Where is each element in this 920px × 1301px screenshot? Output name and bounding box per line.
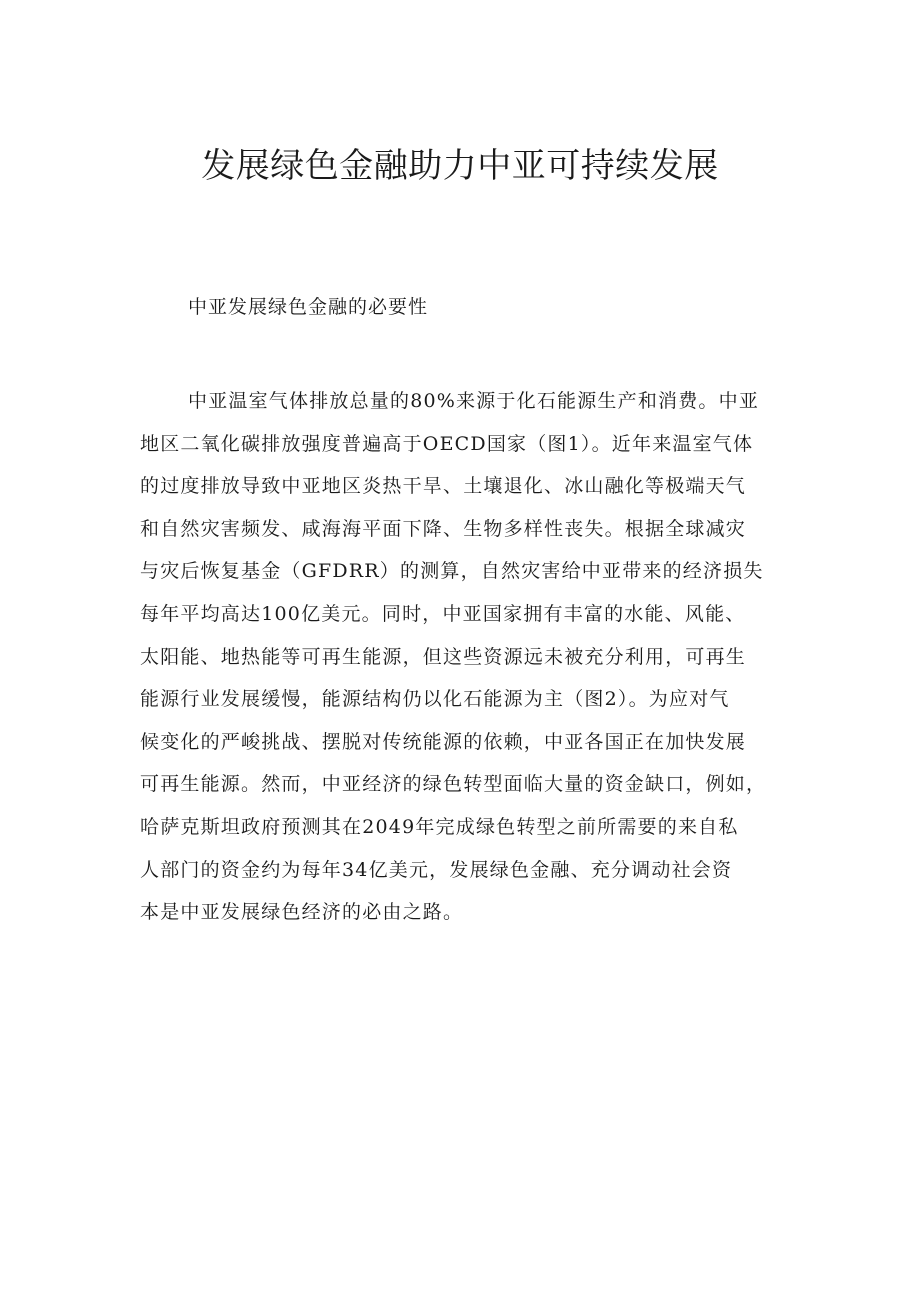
section-heading: 中亚发展绿色金融的必要性 [188,296,429,318]
paragraph-line: 本是中亚发展绿色经济的必由之路。 [140,901,464,924]
paragraph-line: 能源行业发展缓慢，能源结构仍以化石能源为主（图2）。为应对气 [140,688,730,711]
paragraph-line: 可再生能源。然而，中亚经济的绿色转型面临大量的资金缺口，例如， [140,773,767,796]
paragraph-line: 太阳能、地热能等可再生能源，但这些资源远未被充分利用，可再生 [140,645,747,668]
paragraph-line: 的过度排放导致中亚地区炎热干旱、土壤退化、冰山融化等极端天气 [140,475,747,498]
paragraph-line: 候变化的严峻挑战、摆脱对传统能源的依赖，中亚各国正在加快发展 [140,730,747,753]
paragraph-line: 与灾后恢复基金（GFDRR）的测算，自然灾害给中亚带来的经济损失 [140,560,764,583]
document-title: 发展绿色金融助力中亚可持续发展 [201,146,719,186]
paragraph-line: 地区二氧化碳排放强度普遍高于OECD国家（图1）。近年来温室气体 [140,432,754,455]
paragraph-line: 哈萨克斯坦政府预测其在2049年完成绿色转型之前所需要的来自私 [140,815,739,838]
paragraph-line: 人部门的资金约为每年34亿美元，发展绿色金融、充分调动社会资 [140,858,733,881]
paragraph-line: 和自然灾害频发、咸海海平面下降、生物多样性丧失。根据全球减灾 [140,517,747,540]
paragraph-line: 中亚温室气体排放总量的80%来源于化石能源生产和消费。中亚 [188,390,760,412]
body-paragraph [140,386,800,940]
paragraph-line: 每年平均高达100亿美元。同时，中亚国家拥有丰富的水能、风能、 [140,602,746,625]
